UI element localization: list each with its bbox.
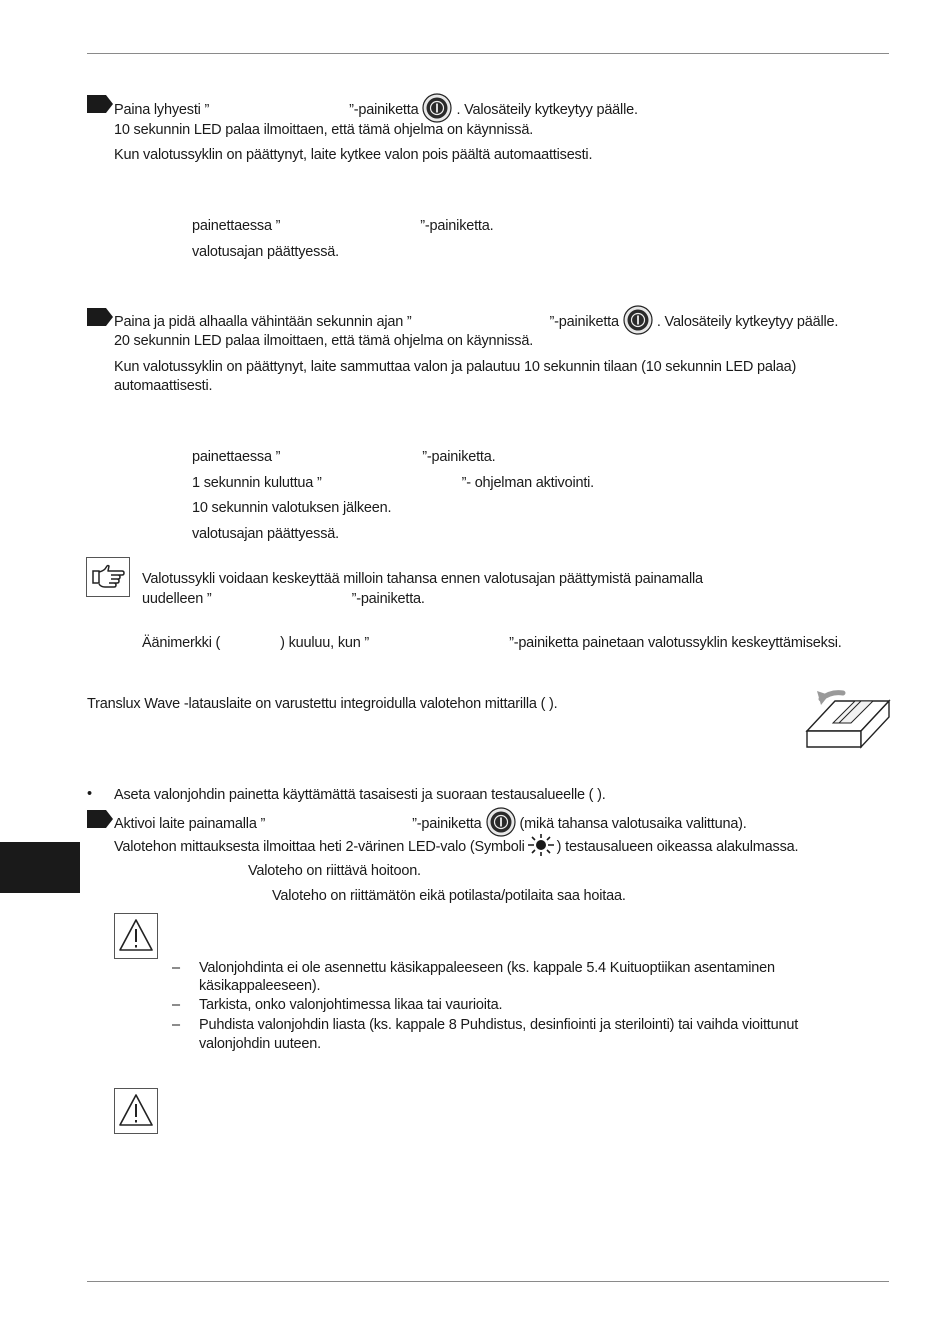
sub-text-post: ”-painiketta. — [420, 218, 494, 234]
step-arrow-icon — [87, 810, 113, 828]
step-text-pre: Aktivoi laite painamalla ” — [114, 815, 266, 832]
step-text-mid: ”-painiketta — [412, 815, 482, 832]
warning-item-1-l2: käsikappaleeseen). — [199, 978, 321, 994]
section2-sub4: valotusajan päättyessä. — [192, 526, 339, 542]
note-line2 — [142, 590, 425, 608]
meter-step — [114, 809, 747, 839]
power-button-icon — [486, 807, 516, 837]
led-text-post: ) testausalueen oikeassa alakulmassa. — [556, 838, 799, 855]
section2-sub3: 10 sekunnin valotuksen jälkeen. — [192, 500, 392, 516]
step-text-mid: ”-painiketta — [549, 313, 619, 330]
footer-rule — [87, 1281, 889, 1282]
note-text-pre: Äänimerkki ( — [142, 635, 221, 651]
step-text-post: . Valosäteily kytkeytyy päälle. — [656, 313, 839, 330]
sub-text-pre: painettaessa ” — [192, 218, 281, 234]
step-arrow-icon — [87, 95, 113, 113]
bullet-dot: • — [87, 786, 92, 802]
step-text-post: (mikä tahansa valotusaika valittuna). — [519, 815, 747, 832]
step-text-pre: Paina lyhyesti ” — [114, 101, 210, 118]
meter-led-line — [114, 836, 798, 858]
dash-marker: – — [172, 1017, 180, 1033]
step-text-mid: ”-painiketta — [349, 101, 419, 118]
section2-line3b: automaattisesti. — [114, 378, 213, 394]
meter-intro: Translux Wave -latauslaite on varustettu integroidulla valotehon mittarilla ( ). — [87, 696, 558, 712]
warning-item-3-l1: Puhdista valonjohdin liasta (ks. kappale 8 Puhdistus, desinfiointi ja sterilointi) tai vaihda vioittunut — [199, 1017, 799, 1033]
warning-icon-box — [114, 913, 158, 959]
chapter-tab-block — [0, 842, 80, 893]
section2-line3a: Kun valotussyklin on päättynyt, laite sammuttaa valon ja palautuu 10 sekunnin tilaan (10 sekunnin LED palaa) — [114, 359, 797, 375]
section1-sub1 — [192, 217, 493, 235]
note-line1: Valotussykli voidaan keskeyttää milloin tahansa ennen valotusajan päättymistä painamalla — [142, 571, 703, 587]
step-arrow-icon — [87, 308, 113, 326]
pointing-hand-icon — [87, 558, 129, 596]
note-line3 — [142, 634, 842, 652]
section1-line2: 10 sekunnin LED palaa ilmoittaen, että tämä ohjelma on käynnissä. — [114, 122, 534, 138]
warning-item-1-l1: Valonjohdinta ei ole asennettu käsikappaleeseen (ks. kappale 5.4 Kuituoptiikan asentaminen — [199, 960, 775, 976]
warning-triangle-icon — [115, 1089, 157, 1133]
sub-text-post: ”- ohjelman aktivointi. — [461, 475, 595, 491]
note-text-post: ”-painiketta painetaan valotussyklin keskeyttämiseksi. — [509, 635, 842, 651]
warning-triangle-icon — [115, 914, 157, 958]
power-button-icon — [623, 305, 653, 335]
sun-led-icon — [527, 834, 555, 856]
section2-sub2 — [192, 474, 594, 492]
dash-marker: – — [172, 960, 180, 976]
note-text-pre: uudelleen ” — [142, 591, 212, 607]
note-text-post: ”-painiketta. — [351, 591, 425, 607]
section2-sub1 — [192, 448, 495, 466]
led-text-pre: Valotehon mittauksesta ilmoittaa heti 2-värinen LED-valo (Symboli — [114, 838, 525, 855]
power-button-icon — [422, 93, 452, 123]
sub-text-post: ”-painiketta. — [422, 449, 496, 465]
sub-text-pre: painettaessa ” — [192, 449, 281, 465]
note-text-mid: ) kuuluu, kun ” — [280, 635, 370, 651]
light-meter-icon — [803, 677, 893, 751]
meter-bad: Valoteho on riittämätön eikä potilasta/potilaita saa hoitaa. — [272, 888, 626, 904]
sub-text-pre: 1 sekunnin kuluttua ” — [192, 475, 322, 491]
meter-bullet: Aseta valonjohdin painetta käyttämättä tasaisesti ja suoraan testausalueelle ( ). — [114, 787, 606, 803]
step-text-post: . Valosäteily kytkeytyy päälle. — [456, 101, 638, 118]
dash-marker: – — [172, 997, 180, 1013]
warning-item-2-l1: Tarkista, onko valonjohtimessa likaa tai vaurioita. — [199, 997, 503, 1013]
section1-line3: Kun valotussyklin on päättynyt, laite kytkee valon pois päältä automaattisesti. — [114, 147, 593, 163]
warning-icon-box — [114, 1088, 158, 1134]
note-icon-box — [86, 557, 130, 597]
header-rule — [87, 53, 889, 54]
warning-item-3-l2: valonjohdin uuteen. — [199, 1036, 321, 1052]
section1-sub2: valotusajan päättyessä. — [192, 244, 339, 260]
meter-ok: Valoteho on riittävä hoitoon. — [248, 863, 421, 879]
step-text-pre: Paina ja pidä alhaalla vähintään sekunnin ajan ” — [114, 313, 412, 330]
section2-line2: 20 sekunnin LED palaa ilmoittaen, että tämä ohjelma on käynnissä. — [114, 333, 534, 349]
